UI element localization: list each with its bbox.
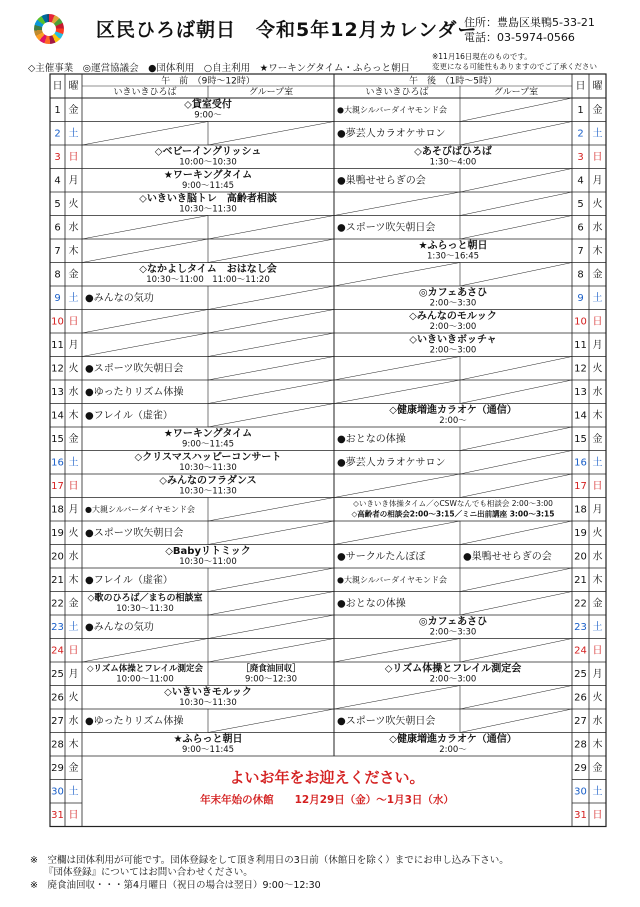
empty-slot-slash [334,192,460,216]
day-of-week-right: 土 [592,621,603,633]
day-number-right: 11 [574,339,587,351]
day-of-week-right: 月 [592,175,603,187]
empty-slot-slash [208,639,334,663]
day-of-week-right: 火 [592,198,603,210]
empty-slot-slash [208,122,334,146]
day-number-right: 4 [577,175,584,187]
empty-slot-slash [460,122,572,146]
day-of-week: 土 [68,621,79,633]
empty-slot-slash [208,709,334,733]
day-of-week: 金 [68,762,79,774]
day-number: 3 [54,151,61,163]
event-title: ［廃食油回収］ [241,664,301,674]
header-day-right: 日 [575,81,586,92]
event-title: ◇みんなのモルック [409,311,497,322]
group-booking: ●スポーツ吹矢朝日会 [85,527,184,539]
event-time: 2:00～3:00 [429,345,477,356]
day-of-week-right: 水 [592,222,603,234]
group-booking: ●ゆったりリズム体操 [85,386,184,398]
empty-slot-slash [208,404,334,428]
day-of-week-right: 金 [592,762,603,774]
event-title: ◇健康増進カラオケ（通信） [389,734,517,745]
event-time: 2:00～3:30 [429,627,477,638]
day-number: 18 [51,504,64,516]
day-of-week: 水 [68,386,79,398]
day-of-week: 土 [68,292,79,304]
empty-slot-slash [460,192,572,216]
day-of-week: 金 [68,104,79,116]
day-of-week: 土 [68,457,79,469]
day-number-right: 16 [574,457,587,469]
empty-slot-slash [82,239,208,263]
group-booking: ●おとなの体操 [337,433,406,445]
day-of-week-right: 月 [592,668,603,680]
empty-slot-slash [334,357,460,381]
empty-slot-slash [460,521,572,545]
day-of-week: 水 [68,551,79,563]
day-of-week: 日 [68,151,79,163]
day-number: 12 [51,363,64,375]
footer-note-3: ※ 廃食油回収・・・第4月曜日（祝日の場合は翌日）9:00～12:30 [30,880,321,891]
event-title: ◇健康増進カラオケ（通信） [389,405,517,416]
day-number: 24 [51,645,64,657]
day-number-right: 12 [574,363,587,375]
day-number-right: 3 [577,151,584,163]
event-title: ★ふらっと朝日 [173,734,243,745]
day-of-week-right: 月 [592,504,603,516]
day-of-week: 金 [68,433,79,445]
day-number: 19 [51,527,64,539]
header-am: 午 前 （9時～12時） [161,76,255,87]
event-title: ◇リズム体操とフレイル測定会 [86,664,204,674]
event-title: ★ワーキングタイム [163,428,253,440]
empty-slot-slash [460,709,572,733]
day-of-week-right: 木 [592,245,603,257]
event-time: 9:00～ [194,110,222,121]
day-of-week: 土 [68,128,79,140]
empty-slot-slash [208,239,334,263]
empty-slot-slash [208,521,334,545]
group-booking: ●夢芸人カラオケサロン [337,457,446,469]
day-of-week: 木 [68,574,79,586]
event-title: ◇あそびばひろば [414,146,492,158]
day-of-week: 日 [68,316,79,328]
event-title: ◇いきいき体操タイム／◇CSWなんでも相談会 2:00～3:00 [353,499,553,508]
event-title: ◇Babyリトミック [165,546,251,557]
day-of-week-right: 火 [592,692,603,704]
day-number: 20 [51,551,64,563]
day-of-week: 日 [68,645,79,657]
day-number: 13 [51,386,64,398]
day-number-right: 10 [574,316,587,328]
group-booking: ●スポーツ吹矢朝日会 [337,222,436,234]
day-of-week-right: 土 [592,128,603,140]
header-dow: 曜 [68,81,79,92]
day-of-week: 火 [68,198,79,210]
day-of-week-right: 土 [592,292,603,304]
day-of-week-right: 月 [592,339,603,351]
update-note-date: ※11月16日現在のものです。 [432,52,532,61]
header-day: 日 [52,81,63,92]
group-booking: ●フレイル（虚雀） [85,410,173,422]
day-number-right: 31 [574,809,587,821]
event-time: 9:00～11:45 [181,439,235,450]
day-number-right: 23 [574,621,587,633]
day-number-right: 15 [574,433,587,445]
header-pm-room-a: いきいきひろば [365,87,429,98]
event-title: ◎カフェあさひ [418,287,488,299]
day-number-right: 14 [574,410,587,422]
header-am-room-a: いきいきひろば [113,87,177,98]
day-number: 23 [51,621,64,633]
day-of-week: 月 [68,504,79,516]
empty-slot-slash [334,639,460,663]
empty-slot-slash [208,592,334,616]
event-time: 10:00～10:30 [179,157,237,168]
event-time: 10:30～11:00 11:00～11:20 [146,275,270,285]
group-booking: ●大親シルバーダイヤモンド会 [85,504,196,514]
day-number: 27 [51,715,64,727]
event-time: 9:00～11:45 [181,745,235,755]
day-of-week: 月 [68,339,79,351]
empty-slot-slash [334,686,460,710]
empty-slot-slash [460,474,572,498]
day-of-week: 日 [68,480,79,492]
day-of-week: 木 [68,739,79,751]
empty-slot-slash [460,263,572,287]
day-of-week-right: 土 [592,786,603,798]
empty-slot-slash [82,333,208,357]
day-of-week: 火 [68,363,79,375]
day-number-right: 29 [574,762,587,774]
day-of-week: 月 [68,668,79,680]
event-title: ◇ベビーイングリッシュ [154,146,262,158]
event-time: 10:30～11:30 [179,463,237,473]
day-number: 7 [54,245,61,257]
event-time: 1:30～16:45 [426,251,480,262]
day-number-right: 5 [577,198,584,210]
group-booking: ●スポーツ吹矢朝日会 [337,715,436,727]
day-number: 5 [54,198,61,210]
day-of-week: 月 [68,175,79,187]
event-time: 2:00～3:00 [429,322,477,332]
day-of-week-right: 水 [592,551,603,563]
event-time: 1:30～4:00 [429,157,477,168]
day-of-week-right: 火 [592,527,603,539]
day-of-week-right: 日 [592,316,603,328]
event-title: ◎カフェあさひ [418,616,488,628]
empty-slot-slash [460,568,572,592]
day-of-week: 水 [68,715,79,727]
day-of-week-right: 金 [592,598,603,610]
day-of-week: 火 [68,527,79,539]
day-number-right: 6 [577,222,584,234]
day-number-right: 1 [577,104,584,116]
empty-slot-slash [208,380,334,404]
day-number-right: 27 [574,715,587,727]
group-booking: ●みんなの気功 [85,292,154,304]
event-time: 2:00～3:00 [429,674,477,685]
holiday-greeting: よいお年をお迎えください。 [229,768,425,787]
empty-slot-slash [208,615,334,639]
event-title: ◇いきいきボッチャ [409,334,497,346]
event-time: 2:00～ [439,745,467,755]
page-title: 区民ひろば朝日 令和5年12月カレンダー [96,19,478,41]
day-number: 29 [51,762,64,774]
day-of-week: 金 [68,598,79,610]
day-number-right: 8 [577,269,584,281]
phone: 電話：03-5974-0566 [464,31,575,44]
legend: ◇主催事業 ◎運営協議会 ●団体利用 ○自主利用 ★ワーキングタイム・ふらっと朝日 [28,63,411,74]
day-number-right: 18 [574,504,587,516]
empty-slot-slash [460,216,572,240]
header-pm: 午 後 （1時～5時） [409,76,497,87]
event-title: ★ワーキングタイム [163,170,253,181]
day-of-week-right: 金 [592,433,603,445]
day-number: 10 [51,316,64,328]
day-of-week-right: 水 [592,386,603,398]
empty-slot-slash [208,216,334,240]
header-am-room-b: グループ室 [248,87,294,98]
day-of-week-right: 土 [592,457,603,469]
day-number: 28 [51,739,64,751]
empty-slot-slash [334,380,460,404]
day-of-week-right: 木 [592,574,603,586]
empty-slot-slash [82,122,208,146]
empty-slot-slash [460,639,572,663]
day-number: 9 [54,292,61,304]
empty-slot-slash [208,286,334,310]
day-of-week: 火 [68,692,79,704]
group-booking: ●サークルたんぽぽ [337,551,426,563]
day-of-week-right: 火 [592,363,603,375]
day-of-week-right: 日 [592,480,603,492]
day-number: 4 [54,175,61,187]
day-number: 30 [51,786,64,798]
day-number: 1 [54,104,61,116]
day-of-week: 金 [68,269,79,281]
empty-slot-slash [460,686,572,710]
event-time: 9:00～11:45 [181,181,235,191]
day-number-right: 22 [574,598,587,610]
event-time: 10:30～11:30 [179,486,237,497]
group-booking: ●スポーツ吹矢朝日会 [85,363,184,375]
day-of-week-right: 金 [592,269,603,281]
day-number: 14 [51,410,64,422]
event-title: ★ふらっと朝日 [418,240,488,252]
event-title: ◇貸室受付 [184,99,232,111]
event-title: ◇クリスマスハッピーコンサート [134,452,282,463]
day-number-right: 7 [577,245,584,257]
day-number-right: 26 [574,692,587,704]
group-booking: ●ゆったりリズム体操 [85,715,184,727]
empty-slot-slash [208,357,334,381]
empty-slot-slash [460,169,572,193]
header-dow-right: 曜 [592,81,603,92]
event-title: ◇みんなのフラダンス [159,475,257,487]
event-time: 10:30～11:00 [179,557,237,567]
empty-slot-slash [460,380,572,404]
event-time: 10:00～11:00 [116,674,174,685]
day-of-week-right: 水 [592,715,603,727]
empty-slot-slash [334,521,460,545]
event-time: 2:00～3:30 [429,298,477,309]
event-time: ◇高齢者の相談会2:00～3:15／ミニ出前講座 3:00～3:15 [351,509,555,519]
event-time: 10:30～11:30 [179,698,237,708]
event-time: 10:30～11:30 [116,604,174,614]
day-number-right: 28 [574,739,587,751]
day-number: 2 [54,128,61,140]
day-number: 6 [54,222,61,234]
empty-slot-slash [460,427,572,451]
day-number: 17 [51,480,64,492]
event-title: ◇いきいきモルック [164,687,252,698]
footer-note-2: 『団体登録』についてはお問い合わせください。 [44,867,253,878]
empty-slot-slash [460,592,572,616]
event-time: 10:30～11:30 [179,204,237,215]
day-of-week: 木 [68,410,79,422]
event-title: ◇いきいき脳トレ 高齢者相談 [139,193,277,205]
day-number: 8 [54,269,61,281]
group-booking: ●巣鴨せせらぎの会 [337,175,426,187]
event-title: ◇リズム体操とフレイル測定会 [384,663,522,675]
day-number: 31 [51,809,64,821]
group-booking: ●みんなの気功 [85,621,154,633]
day-number-right: 13 [574,386,587,398]
day-of-week: 日 [68,809,79,821]
day-of-week: 土 [68,786,79,798]
day-number-right: 25 [574,668,587,680]
footer-note-1: ※ 空欄は団体利用が可能です。団体登録をして頂き利用日の3日前（休館日を除く）までにお申し込み下さい。 [30,855,509,866]
empty-slot-slash [208,310,334,334]
day-number-right: 20 [574,551,587,563]
group-booking: ●おとなの体操 [337,598,406,610]
empty-slot-slash [334,263,460,287]
group-booking: ●大親シルバーダイヤモンド会 [337,575,448,585]
day-number-right: 2 [577,128,584,140]
day-of-week: 木 [68,245,79,257]
empty-slot-slash [460,98,572,122]
event-title: ◇歌のひろば／まちの相談室 [87,593,203,604]
update-note-change: 変更になる可能性もありますのでご了承ください [432,62,597,71]
holiday-closure: 年末年始の休館 12月29日（金）～1月3日（水） [200,794,454,806]
empty-slot-slash [82,310,208,334]
day-number-right: 21 [574,574,587,586]
day-number: 21 [51,574,64,586]
empty-slot-slash [82,639,208,663]
empty-slot-slash [460,357,572,381]
event-time: 9:00～12:30 [244,674,298,685]
day-of-week-right: 日 [592,809,603,821]
event-title: ◇なかよしタイム おはなし会 [139,264,277,275]
day-number: 25 [51,668,64,680]
day-of-week-right: 日 [592,645,603,657]
group-booking: ●夢芸人カラオケサロン [337,128,446,140]
header-pm-room-b: グループ室 [493,87,539,98]
group-booking: ●巣鴨せせらぎの会 [463,551,552,563]
day-of-week-right: 金 [592,104,603,116]
day-number: 11 [51,339,64,351]
empty-slot-slash [208,568,334,592]
event-time: 2:00～ [439,416,467,426]
group-booking: ●大親シルバーダイヤモンド会 [337,105,448,115]
group-booking: ●フレイル（虚雀） [85,574,173,586]
day-number: 16 [51,457,64,469]
empty-slot-slash [208,498,334,522]
empty-slot-slash [82,216,208,240]
day-of-week-right: 木 [592,410,603,422]
day-number-right: 24 [574,645,587,657]
day-number-right: 17 [574,480,587,492]
day-of-week-right: 日 [592,151,603,163]
day-number: 22 [51,598,64,610]
empty-slot-slash [460,451,572,475]
day-of-week: 水 [68,222,79,234]
empty-slot-slash [334,474,460,498]
day-number-right: 19 [574,527,587,539]
day-number: 15 [51,433,64,445]
day-number-right: 30 [574,786,587,798]
day-number: 26 [51,692,64,704]
day-of-week-right: 木 [592,739,603,751]
empty-slot-slash [208,333,334,357]
address: 住所：豊島区巣鴨5-33-21 [464,16,595,29]
day-number-right: 9 [577,292,584,304]
